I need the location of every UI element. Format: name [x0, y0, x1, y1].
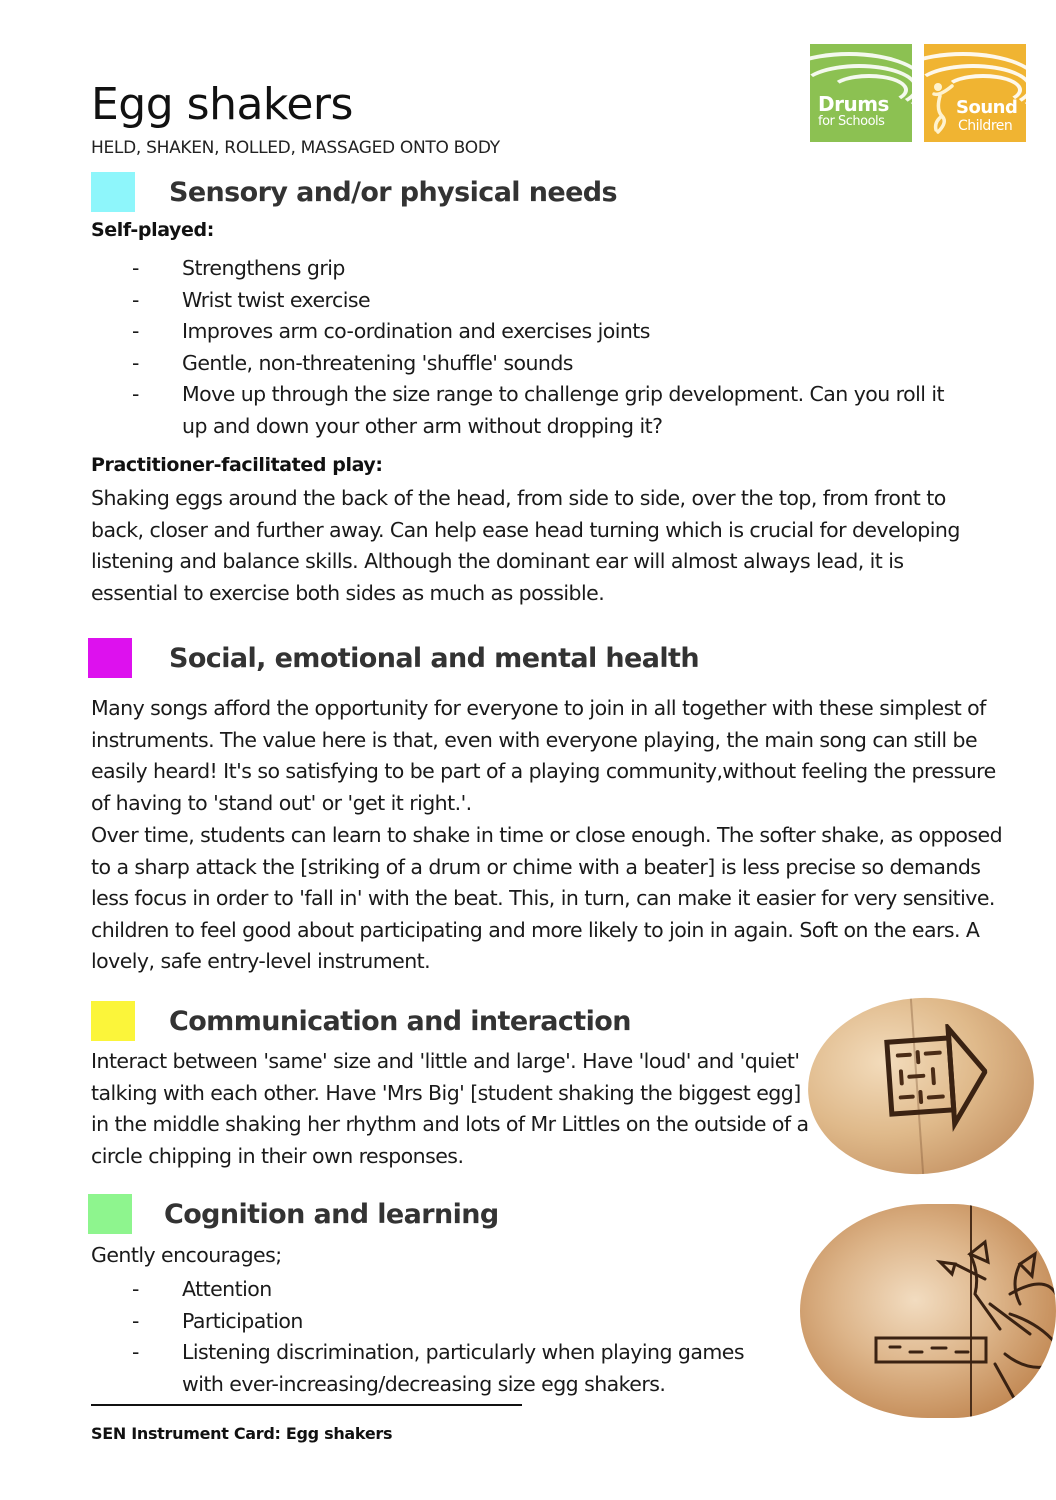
self-played-label: Self-played: [91, 219, 214, 241]
section-communication-title: Communication and interaction [169, 1005, 631, 1037]
section-sensory-title: Sensory and/or physical needs [169, 176, 618, 208]
section-communication-header [91, 1001, 631, 1041]
list-item: - Strengthens grip [132, 256, 345, 280]
house-design-icon [874, 1021, 991, 1138]
page-title: Egg shakers [91, 79, 353, 130]
list-item: - Gentle, non-threatening 'shuffle' sounds [132, 350, 573, 375]
cognition-intro: Gently encourages; [91, 1243, 282, 1267]
tree-design-icon [870, 1234, 1056, 1414]
egg-shaker-tree-image [800, 1204, 1056, 1418]
practitioner-text: Shaking eggs around the back of the head, from side to side, over the top, from front to back, closer and further away. Can help ease head turning which is crucial for developing listening and balance skills. Although the dominant ear will almost always lead, it is essential to exercise both sides as much as possible. [91, 486, 960, 605]
section-cognition-header [88, 1194, 499, 1234]
social-color-swatch [88, 638, 132, 678]
footer-divider [91, 1404, 522, 1406]
social-paragraph-2: Over time, students can learn to shake in time or close enough. The softer shake, as opposed to a sharp attack the [striking of a drum or chime with a beater] is less precise so demands less focus in order to 'fall in' with the beat. This, in turn, can make it easier for very sensitive. children to feel good about participating and more likely to join in again. Soft on the ears. A lovely, safe entry-level instrument. [91, 823, 1003, 974]
list-item: - Attention [132, 1277, 272, 1301]
page-subtitle: HELD, SHAKEN, ROLLED, MASSAGED ONTO BODY [91, 138, 500, 158]
list-item: - Participation [132, 1308, 303, 1333]
communication-color-swatch [91, 1001, 135, 1041]
logos [810, 44, 1026, 142]
section-cognition-title: Cognition and learning [164, 1198, 499, 1230]
section-sensory-header [91, 172, 617, 212]
practitioner-label: Practitioner-facilitated play: [91, 454, 383, 476]
egg-shaker-house-image [802, 990, 1040, 1181]
list-item: - Move up through the size range to challenge grip development. Can you roll it up and down your other arm without dropping it? [132, 382, 944, 438]
sound-children-logo: Sound Children [924, 44, 1026, 142]
communication-text: Interact between 'same' size and 'little and large'. Have 'loud' and 'quiet' talking with each other. Have 'Mrs Big' [student shaking the biggest egg] in the middle shaking her rhythm and lots of Mr Littles on the outside of a circle chipping in their own responses. [91, 1049, 809, 1168]
list-item: - Wrist twist exercise [132, 287, 371, 312]
self-played-list [91, 253, 971, 443]
list-item: - Improves arm co-ordination and exercises joints [132, 319, 650, 344]
sensory-color-swatch [91, 172, 135, 212]
list-item: - Listening discrimination, particularly when playing games with ever-increasing/decreasing size egg shakers. [132, 1340, 744, 1396]
section-social-header [88, 638, 699, 678]
cognition-list [91, 1274, 791, 1400]
footer-caption: SEN Instrument Card: Egg shakers [91, 1424, 393, 1443]
drums-for-schools-logo: Drums for Schools [810, 44, 912, 142]
section-social-title: Social, emotional and mental health [169, 642, 699, 674]
cognition-color-swatch [88, 1194, 132, 1234]
social-paragraph-1: Many songs afford the opportunity for everyone to join in all together with these simplest of instruments. The value here is that, even with everyone playing, the main song can still be easily heard! It's so satisfying to be part of a playing community,without feeling the pressure of having to 'stand out' or 'get it right.'. [91, 696, 996, 815]
child-figure-icon [932, 82, 954, 134]
